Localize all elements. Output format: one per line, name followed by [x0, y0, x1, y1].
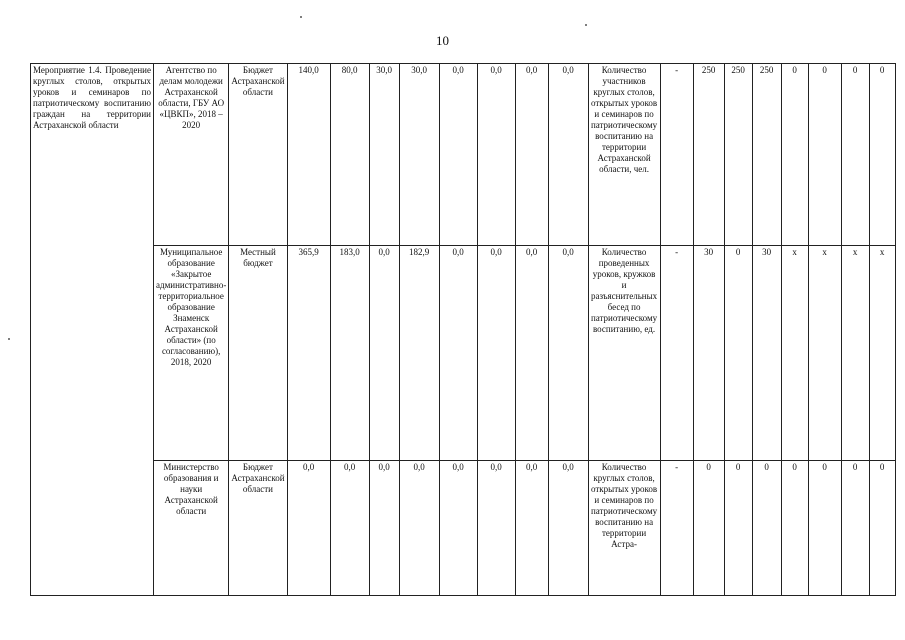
- finance-cell: 0,0: [477, 246, 515, 461]
- finance-cell: 0,0: [477, 64, 515, 246]
- finance-cell: 0,0: [548, 246, 588, 461]
- indicator-value-cell: 250: [724, 64, 752, 246]
- indicator-value-cell: x: [808, 246, 841, 461]
- indicator-value-cell: 0: [693, 461, 724, 596]
- indicator-value-cell: 0: [724, 461, 752, 596]
- indicator-value-cell: 30: [752, 246, 781, 461]
- finance-cell: 0,0: [439, 461, 477, 596]
- funding-source-cell: Бюджет Астраханской области: [229, 461, 287, 596]
- program-measures-table: [30, 63, 896, 596]
- indicator-value-cell: 250: [752, 64, 781, 246]
- indicator-value-cell: 0: [869, 64, 895, 246]
- finance-cell: 183,0: [330, 246, 369, 461]
- indicator-value-cell: 0: [841, 64, 869, 246]
- funding-source-cell: Бюджет Астраханской области: [229, 64, 287, 246]
- table-row: [31, 246, 896, 461]
- finance-cell: 80,0: [330, 64, 369, 246]
- indicator-value-cell: 0: [841, 461, 869, 596]
- finance-total-cell: 0,0: [287, 461, 330, 596]
- finance-cell: 182,9: [399, 246, 439, 461]
- finance-cell: 0,0: [439, 246, 477, 461]
- finance-cell: 0,0: [439, 64, 477, 246]
- finance-cell: 0,0: [515, 461, 548, 596]
- scan-speck: [300, 16, 302, 18]
- finance-cell: 0,0: [515, 64, 548, 246]
- indicator-value-cell: -: [660, 64, 693, 246]
- indicator-value-cell: 30: [693, 246, 724, 461]
- indicator-value-cell: 0: [808, 461, 841, 596]
- indicator-cell: Количество круглых столов, открытых уроков и семинаров по патриотическому воспитанию на территории Астра-: [588, 461, 660, 596]
- finance-cell: 0,0: [399, 461, 439, 596]
- table-row: [31, 461, 896, 596]
- finance-cell: 30,0: [369, 64, 399, 246]
- executor-cell: Агентство по делам молодежи Астраханской области, ГБУ АО «ЦВКП», 2018 – 2020: [154, 64, 229, 246]
- funding-source-cell: Местный бюджет: [229, 246, 287, 461]
- scan-speck: [8, 338, 10, 340]
- indicator-value-cell: 0: [781, 64, 808, 246]
- indicator-value-cell: x: [781, 246, 808, 461]
- finance-cell: 0,0: [548, 461, 588, 596]
- indicator-value-cell: -: [660, 461, 693, 596]
- indicator-value-cell: 0: [781, 461, 808, 596]
- indicator-cell: Количество проведенных уроков, кружков и разъяснительных бесед по патриотическому воспитанию, ед.: [588, 246, 660, 461]
- measure-title-cell: Мероприятие 1.4. Проведение круглых столов, открытых уроков и семинаров по патриотическому воспитанию граждан на территории Астраханской области: [31, 64, 154, 596]
- indicator-value-cell: -: [660, 246, 693, 461]
- indicator-cell: Количество участников круглых столов, открытых уроков и семинаров по патриотическому воспитанию на территории Астраханской области, чел.: [588, 64, 660, 246]
- finance-total-cell: 365,9: [287, 246, 330, 461]
- finance-cell: 0,0: [477, 461, 515, 596]
- indicator-value-cell: 0: [869, 461, 895, 596]
- finance-cell: 0,0: [548, 64, 588, 246]
- indicator-value-cell: 0: [752, 461, 781, 596]
- indicator-value-cell: 0: [724, 246, 752, 461]
- finance-cell: 0,0: [369, 246, 399, 461]
- scan-speck: [585, 24, 587, 26]
- finance-total-cell: 140,0: [287, 64, 330, 246]
- finance-cell: 0,0: [330, 461, 369, 596]
- executor-cell: Министерство образования и науки Астраханской области: [154, 461, 229, 596]
- indicator-value-cell: x: [869, 246, 895, 461]
- finance-cell: 0,0: [369, 461, 399, 596]
- page-number: 10: [436, 33, 449, 48]
- executor-cell: Муниципальное образование «Закрытое административно-территориальное образование Знаменск Астраханской области» (по согласованию), 2018, 2020: [154, 246, 229, 461]
- indicator-value-cell: x: [841, 246, 869, 461]
- finance-cell: 30,0: [399, 64, 439, 246]
- indicator-value-cell: 250: [693, 64, 724, 246]
- finance-cell: 0,0: [515, 246, 548, 461]
- table-row: [31, 64, 896, 246]
- indicator-value-cell: 0: [808, 64, 841, 246]
